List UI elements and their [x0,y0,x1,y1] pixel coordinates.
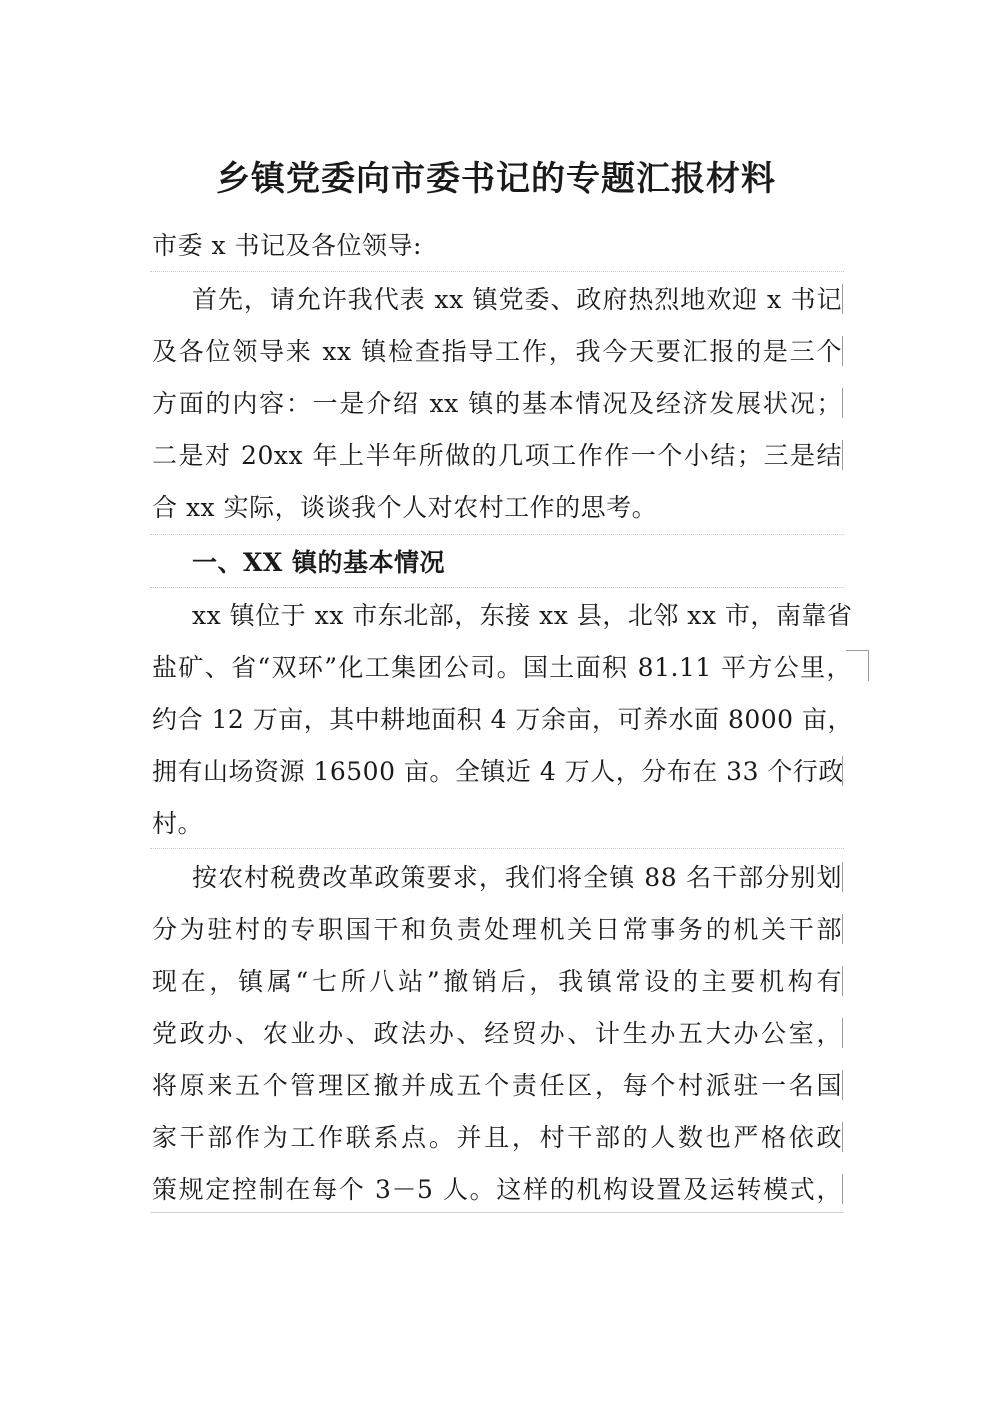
divider [150,534,844,535]
para2-line-6: 家干部作为工作联系点。并且，村干部的人数也严格依政 [152,1123,842,1152]
para2-line-2: 分为驻村的专职国干和负责处理机关日常事务的机关干部 [152,915,842,944]
intro-line-4: 二是对 20xx 年上半年所做的几项工作作一个小结；三是结 [152,441,842,470]
intro-line-5: 合 xx 实际，谈谈我个人对农村工作的思考。 [152,493,658,522]
revision-bar [842,284,843,314]
section-heading: 一、XX 镇的基本情况 [192,548,445,577]
revision-bar [842,440,843,470]
revision-bar [842,914,843,944]
intro-line-1: 首先，请允许我代表 xx 镇党委、政府热烈地欢迎 x 书记 [192,285,842,314]
bottom-rule [150,1212,844,1213]
para2-line-5: 将原来五个管理区撤并成五个责任区，每个村派驻一名国 [152,1071,842,1100]
intro-line-2: 及各位领导来 xx 镇检查指导工作，我今天要汇报的是三个 [152,337,842,366]
revision-bar [842,756,843,786]
para2-line-7: 策规定控制在每个 3－5 人。这样的机构设置及运转模式， [152,1175,842,1204]
intro-line-3: 方面的内容：一是介绍 xx 镇的基本情况及经济发展状况； [152,389,842,418]
revision-bar [842,966,843,996]
para1-line-3: 约合 12 万亩，其中耕地面积 4 万余亩，可养水面 8000 亩， [152,705,854,734]
para2-line-3: 现在，镇属“七所八站”撤销后，我镇常设的主要机构有 [152,967,842,996]
divider [150,848,844,849]
para1-line-4: 拥有山场资源 16500 亩。全镇近 4 万人，分布在 33 个行政 [152,757,844,786]
revision-bar [842,388,843,418]
salutation: 市委 x 书记及各位领导: [152,231,422,260]
para2-line-1: 按农村税费改革政策要求，我们将全镇 88 名干部分别划 [192,863,842,892]
revision-bar [842,1018,843,1048]
divider [150,271,844,272]
document-title: 乡镇党委向市委书记的专题汇报材料 [216,159,776,199]
revision-bar [842,1122,843,1152]
revision-bar [842,862,843,892]
revision-bar [842,1070,843,1100]
para2-line-4: 党政办、农业办、政法办、经贸办、计生办五大办公室， [152,1019,842,1048]
para1-line-2: 盐矿、省“双环”化工集团公司。国土面积 81.11 平方公里， [152,653,852,682]
divider [150,587,844,588]
revision-bar [842,1174,843,1204]
para1-line-1: xx 镇位于 xx 市东北部，东接 xx 县，北邻 xx 市，南靠省 [192,601,853,630]
revision-bar [842,336,843,366]
corner-mark [846,650,869,681]
para1-line-5: 村。 [152,809,204,838]
